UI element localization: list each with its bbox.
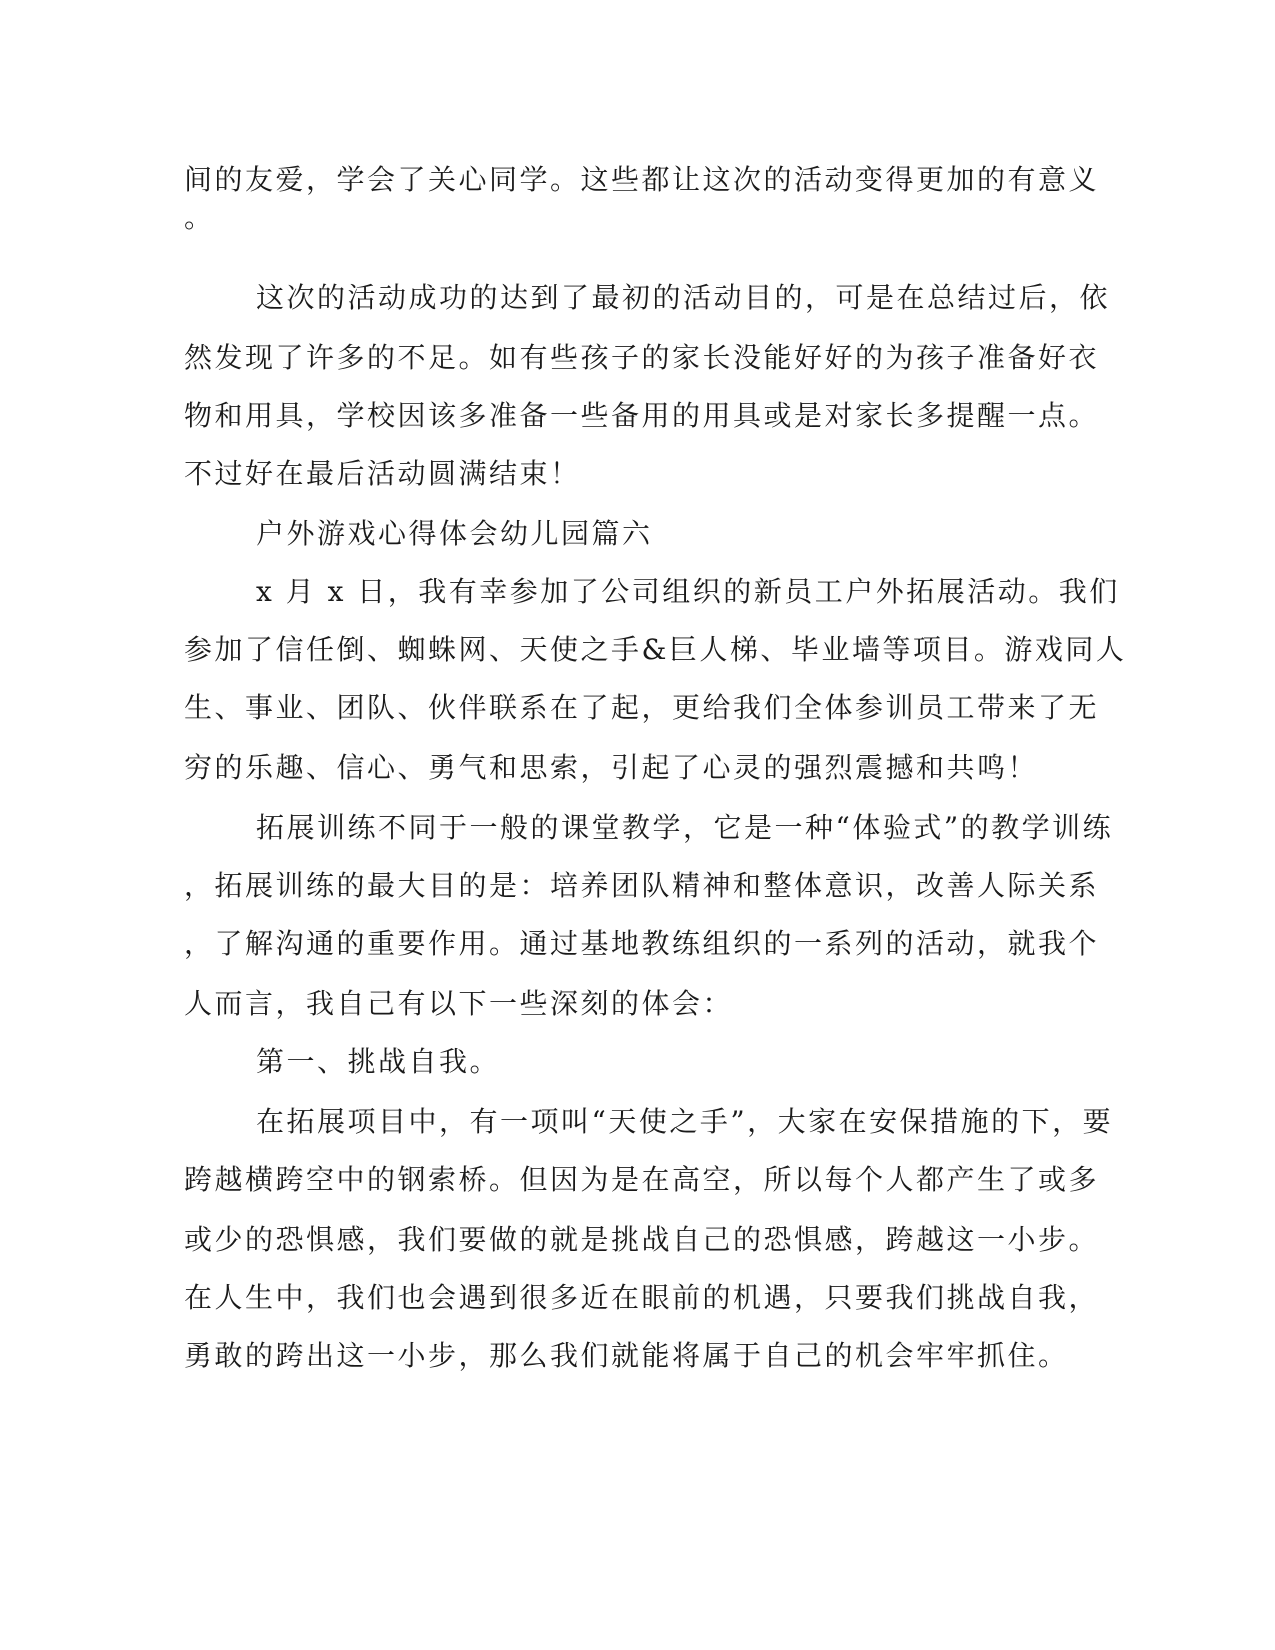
text-line: 穷的乐趣、信心、勇气和思索，引起了心灵的强烈震撼和共鸣！ [184,751,1039,784]
text-line: 勇敢的跨出这一小步，那么我们就能将属于自己的机会牢牢抓住。 [184,1339,1069,1372]
text-line: 参加了信任倒、蜘蛛网、天使之手&巨人梯、毕业墙等项目。游戏同人 [184,633,1127,666]
text-line: 。 [184,201,215,234]
text-line: 跨越横跨空中的钢索桥。但因为是在高空，所以每个人都产生了或多 [184,1163,1100,1196]
text-line: 然发现了许多的不足。如有些孩子的家长没能好好的为孩子准备好衣 [184,341,1100,374]
text-line: ，拓展训练的最大目的是：培养团队精神和整体意识，改善人际关系 [184,869,1100,902]
text-line: 生、事业、团队、伙伴联系在了起，更给我们全体参训员工带来了无 [184,691,1100,724]
text-line: 物和用具，学校因该多准备一些备用的用具或是对家长多提醒一点。 [184,399,1100,432]
text-line: 或少的恐惧感，我们要做的就是挑战自己的恐惧感，跨越这一小步。 [184,1223,1100,1256]
text-line: 在人生中，我们也会遇到很多近在眼前的机遇，只要我们挑战自我， [184,1281,1100,1314]
paragraph-start: 这次的活动成功的达到了最初的活动目的，可是在总结过后，依 [256,281,1111,314]
text-line: 不过好在最后活动圆满结束！ [184,457,581,490]
text-line: ，了解沟通的重要作用。通过基地教练组织的一系列的活动，就我个 [184,927,1100,960]
text-line: 间的友爱，学会了关心同学。这些都让这次的活动变得更加的有意义 [184,163,1100,196]
section-heading: 第一、挑战自我。 [256,1045,501,1078]
paragraph-start: 在拓展项目中，有一项叫“天使之手”，大家在安保措施的下，要 [256,1105,1114,1138]
text-line: 人而言，我自己有以下一些深刻的体会： [184,987,734,1020]
section-heading: 户外游戏心得体会幼儿园篇六 [256,517,653,550]
paragraph-start: 拓展训练不同于一般的课堂教学，它是一种“体验式”的教学训练 [256,811,1114,844]
paragraph-start: x 月 x 日，我有幸参加了公司组织的新员工户外拓展活动。我们 [256,575,1120,608]
